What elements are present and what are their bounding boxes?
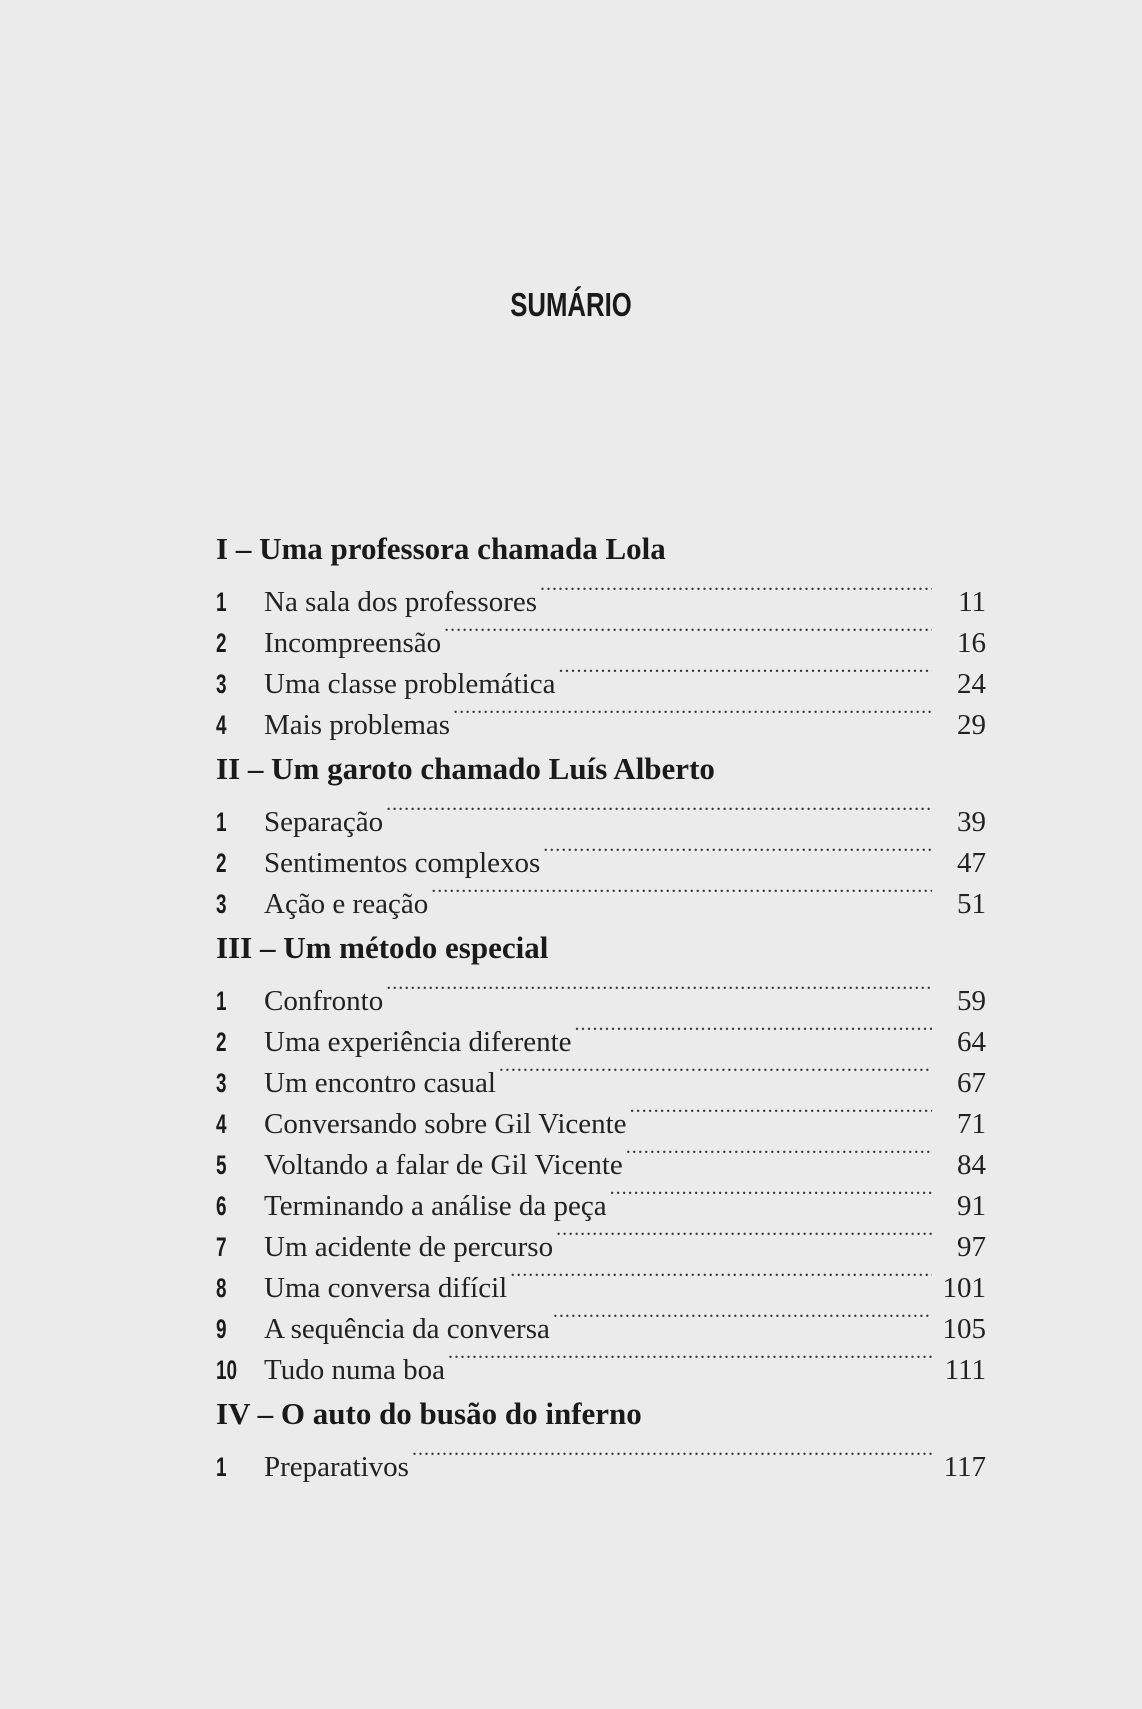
chapter-title: Voltando a falar de Gil Vicente xyxy=(264,1149,623,1181)
chapter-number: 8 xyxy=(216,1273,227,1303)
page-number: 29 xyxy=(957,709,986,741)
table-of-contents xyxy=(216,528,986,1490)
dot-leader xyxy=(510,1256,932,1297)
dot-leader xyxy=(630,1092,932,1133)
toc-entry[interactable] xyxy=(216,570,986,618)
dot-leader xyxy=(431,872,932,913)
chapter-number: 1 xyxy=(216,1452,227,1482)
section-title: II – Um garoto chamado Luís Alberto xyxy=(216,751,715,786)
dot-leader xyxy=(448,1338,932,1379)
chapter-title: Preparativos xyxy=(264,1451,409,1483)
chapter-title: Mais problemas xyxy=(264,709,451,741)
chapter-number: 4 xyxy=(216,1109,227,1139)
chapter-number: 3 xyxy=(216,669,227,699)
chapter-title: Confronto xyxy=(264,985,384,1017)
toc-section xyxy=(216,927,986,1386)
page-number: 16 xyxy=(957,627,986,659)
toc-entry[interactable] xyxy=(216,790,986,838)
chapter-number: 3 xyxy=(216,889,227,919)
chapter-title: Separação xyxy=(264,806,384,838)
page-number: 67 xyxy=(957,1067,986,1099)
page-number: 11 xyxy=(958,586,986,618)
page-number: 47 xyxy=(957,847,986,879)
dot-leader xyxy=(386,969,932,1010)
section-title: I – Uma professora chamada Lola xyxy=(216,531,666,566)
dot-leader xyxy=(556,1215,932,1256)
chapter-number: 2 xyxy=(216,1027,227,1057)
chapter-title: Tudo numa boa xyxy=(264,1354,445,1386)
chapter-title: Sentimentos complexos xyxy=(264,847,541,879)
dot-leader xyxy=(610,1174,932,1215)
chapter-title: Ação e reação xyxy=(264,888,429,920)
page-number: 39 xyxy=(957,806,986,838)
page-title: SUMÁRIO xyxy=(510,286,632,323)
page-number: 101 xyxy=(942,1272,986,1304)
dot-leader xyxy=(543,831,932,872)
chapter-number: 1 xyxy=(216,986,227,1016)
chapter-number: 5 xyxy=(216,1150,227,1180)
chapter-number: 4 xyxy=(216,710,227,740)
toc-section xyxy=(216,528,986,741)
dot-leader xyxy=(540,570,932,611)
dot-leader xyxy=(412,1435,932,1476)
section-title: III – Um método especial xyxy=(216,930,549,965)
chapter-title: A sequência da conversa xyxy=(264,1313,550,1345)
toc-entry[interactable] xyxy=(216,969,986,1017)
dot-leader xyxy=(499,1051,932,1092)
chapter-number: 2 xyxy=(216,848,227,878)
chapter-title: Conversando sobre Gil Vicente xyxy=(264,1108,627,1140)
chapter-number: 2 xyxy=(216,628,227,658)
chapter-title: Uma classe problemática xyxy=(264,668,556,700)
page-number: 111 xyxy=(944,1354,986,1386)
dot-leader xyxy=(626,1133,932,1174)
page-number: 105 xyxy=(942,1313,986,1345)
page-number: 24 xyxy=(957,668,986,700)
chapter-title: Um acidente de percurso xyxy=(264,1231,554,1263)
dot-leader xyxy=(553,1297,932,1338)
chapter-title: Uma experiência diferente xyxy=(264,1026,572,1058)
chapter-number: 7 xyxy=(216,1232,227,1262)
page-number: 51 xyxy=(957,888,986,920)
section-title: IV – O auto do busão do inferno xyxy=(216,1396,642,1431)
chapter-number: 9 xyxy=(216,1314,227,1344)
page-number: 117 xyxy=(943,1451,986,1483)
toc-entry[interactable] xyxy=(216,1435,986,1483)
chapter-number: 6 xyxy=(216,1191,227,1221)
page-number: 59 xyxy=(957,985,986,1017)
chapter-number: 3 xyxy=(216,1068,227,1098)
page-number: 97 xyxy=(957,1231,986,1263)
toc-section xyxy=(216,748,986,920)
page-number: 84 xyxy=(957,1149,986,1181)
chapter-number: 1 xyxy=(216,587,227,617)
dot-leader xyxy=(559,652,933,693)
chapter-title: Na sala dos professores xyxy=(264,586,538,618)
chapter-title: Incompreensão xyxy=(264,627,442,659)
page-number: 91 xyxy=(957,1190,986,1222)
dot-leader xyxy=(386,790,932,831)
chapter-number: 10 xyxy=(216,1355,238,1385)
chapter-title: Um encontro casual xyxy=(264,1067,496,1099)
chapter-number: 1 xyxy=(216,807,227,837)
chapter-title: Uma conversa difícil xyxy=(264,1272,508,1304)
dot-leader xyxy=(453,693,932,734)
toc-section xyxy=(216,1393,986,1483)
dot-leader xyxy=(575,1010,932,1051)
page-number: 64 xyxy=(957,1026,986,1058)
dot-leader xyxy=(444,611,932,652)
page-number: 71 xyxy=(957,1108,986,1140)
chapter-title: Terminando a análise da peça xyxy=(264,1190,607,1222)
